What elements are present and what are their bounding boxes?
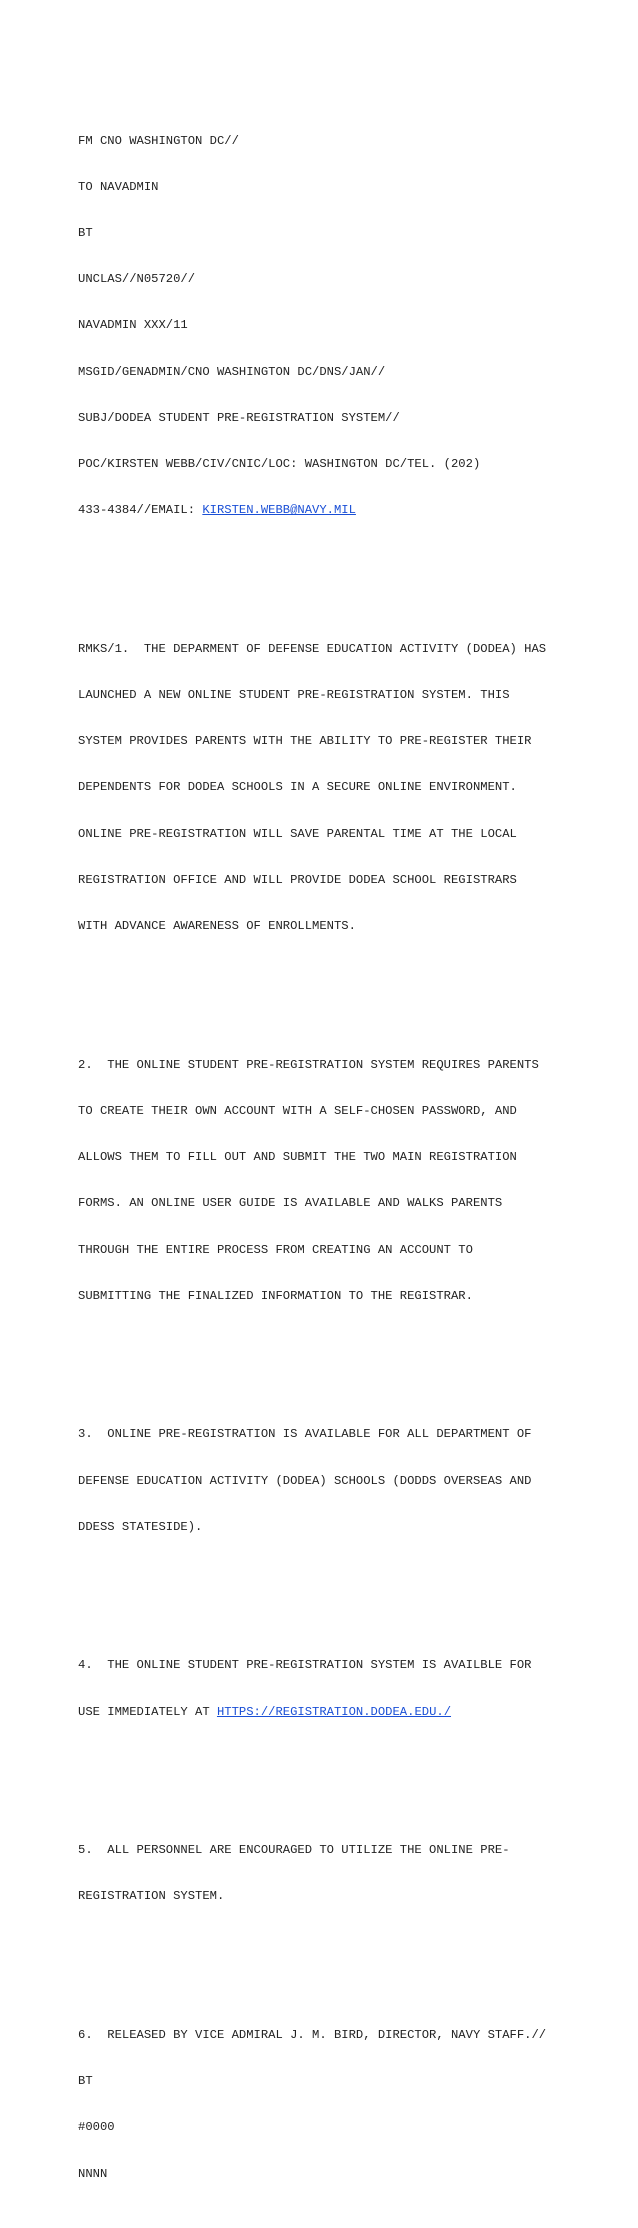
paragraph-line: RMKS/1. THE DEPARMENT OF DEFENSE EDUCATION ACTIVITY (DODEA) HAS (78, 641, 547, 656)
email-link[interactable]: KIRSTEN.WEBB@NAVY.MIL (202, 503, 356, 518)
paragraph-line: 2. THE ONLINE STUDENT PRE-REGISTRATION SYSTEM REQUIRES PARENTS (78, 1057, 539, 1072)
paragraph-6 (78, 1997, 578, 2213)
msgid-line: MSGID/GENADMIN/CNO WASHINGTON DC/DNS/JAN// (78, 364, 386, 379)
paragraph-line: 3. ONLINE PRE-REGISTRATION IS AVAILABLE FOR ALL DEPARTMENT OF (78, 1427, 532, 1442)
paragraph-line: THROUGH THE ENTIRE PROCESS FROM CREATING AN ACCOUNT TO (78, 1242, 473, 1257)
classification-line: UNCLAS//N05720// (78, 272, 196, 287)
paragraph-line: DDESS STATESIDE). (78, 1519, 203, 1534)
paragraph-2 (78, 1027, 578, 1335)
paragraph-line: FORMS. AN ONLINE USER GUIDE IS AVAILABLE AND WALKS PARENTS (78, 1196, 503, 1211)
email-prefix: 433-4384//EMAIL: (78, 503, 203, 518)
paragraph-line: REGISTRATION SYSTEM. (78, 1889, 225, 1904)
email-line (78, 503, 578, 518)
poc-line: POC/KIRSTEN WEBB/CIV/CNIC/LOC: WASHINGTON DC/TEL. (202) (78, 457, 481, 472)
paragraph-line: LAUNCHED A NEW ONLINE STUDENT PRE-REGISTRATION SYSTEM. THIS (78, 688, 510, 703)
paragraph-4 (78, 1628, 578, 1751)
navadmin-line: NAVADMIN XXX/11 (78, 318, 188, 333)
end-of-message-line: NNNN (78, 2166, 108, 2181)
paragraph-line: DEPENDENTS FOR DODEA SCHOOLS IN A SECURE ONLINE ENVIRONMENT. (78, 780, 517, 795)
bt-line: BT (78, 2074, 93, 2089)
paragraph-line: 4. THE ONLINE STUDENT PRE-REGISTRATION SYSTEM IS AVAILBLE FOR (78, 1658, 532, 1673)
paragraph-1 (78, 611, 578, 965)
bt-line: BT (78, 226, 93, 241)
paragraph-line: 6. RELEASED BY VICE ADMIRAL J. M. BIRD, DIRECTOR, NAVY STAFF.// (78, 2028, 547, 2043)
paragraph-line: WITH ADVANCE AWARENESS OF ENROLLMENTS. (78, 919, 356, 934)
paragraph-3 (78, 1397, 578, 1566)
paragraph-line: 5. ALL PERSONNEL ARE ENCOURAGED TO UTILIZE THE ONLINE PRE- (78, 1843, 510, 1858)
paragraph-line: ALLOWS THEM TO FILL OUT AND SUBMIT THE TWO MAIN REGISTRATION (78, 1150, 517, 1165)
paragraph-line: DEFENSE EDUCATION ACTIVITY (DODEA) SCHOOLS (DODDS OVERSEAS AND (78, 1473, 532, 1488)
message-header (78, 103, 578, 550)
paragraph-line: SYSTEM PROVIDES PARENTS WITH THE ABILITY TO PRE-REGISTER THEIR (78, 734, 532, 749)
registration-url-link[interactable]: HTTPS://REGISTRATION.DODEA.EDU./ (216, 1704, 452, 1719)
paragraph-line (78, 1705, 578, 1720)
paragraph-line: SUBMITTING THE FINALIZED INFORMATION TO THE REGISTRAR. (78, 1288, 473, 1303)
paragraph-line: ONLINE PRE-REGISTRATION WILL SAVE PARENTAL TIME AT THE LOCAL (78, 826, 517, 841)
from-line: FM CNO WASHINGTON DC// (78, 133, 239, 148)
paragraph-line: REGISTRATION OFFICE AND WILL PROVIDE DODEA SCHOOL REGISTRARS (78, 872, 517, 887)
paragraph-line: TO CREATE THEIR OWN ACCOUNT WITH A SELF-CHOSEN PASSWORD, AND (78, 1103, 517, 1118)
paragraph-5 (78, 1812, 578, 1935)
navadmin-message (78, 72, 578, 2228)
to-line: TO NAVADMIN (78, 179, 159, 194)
message-number-line: #0000 (78, 2120, 115, 2135)
url-prefix: USE IMMEDIATELY AT (78, 1704, 217, 1719)
subject-line: SUBJ/DODEA STUDENT PRE-REGISTRATION SYSTEM// (78, 410, 400, 425)
